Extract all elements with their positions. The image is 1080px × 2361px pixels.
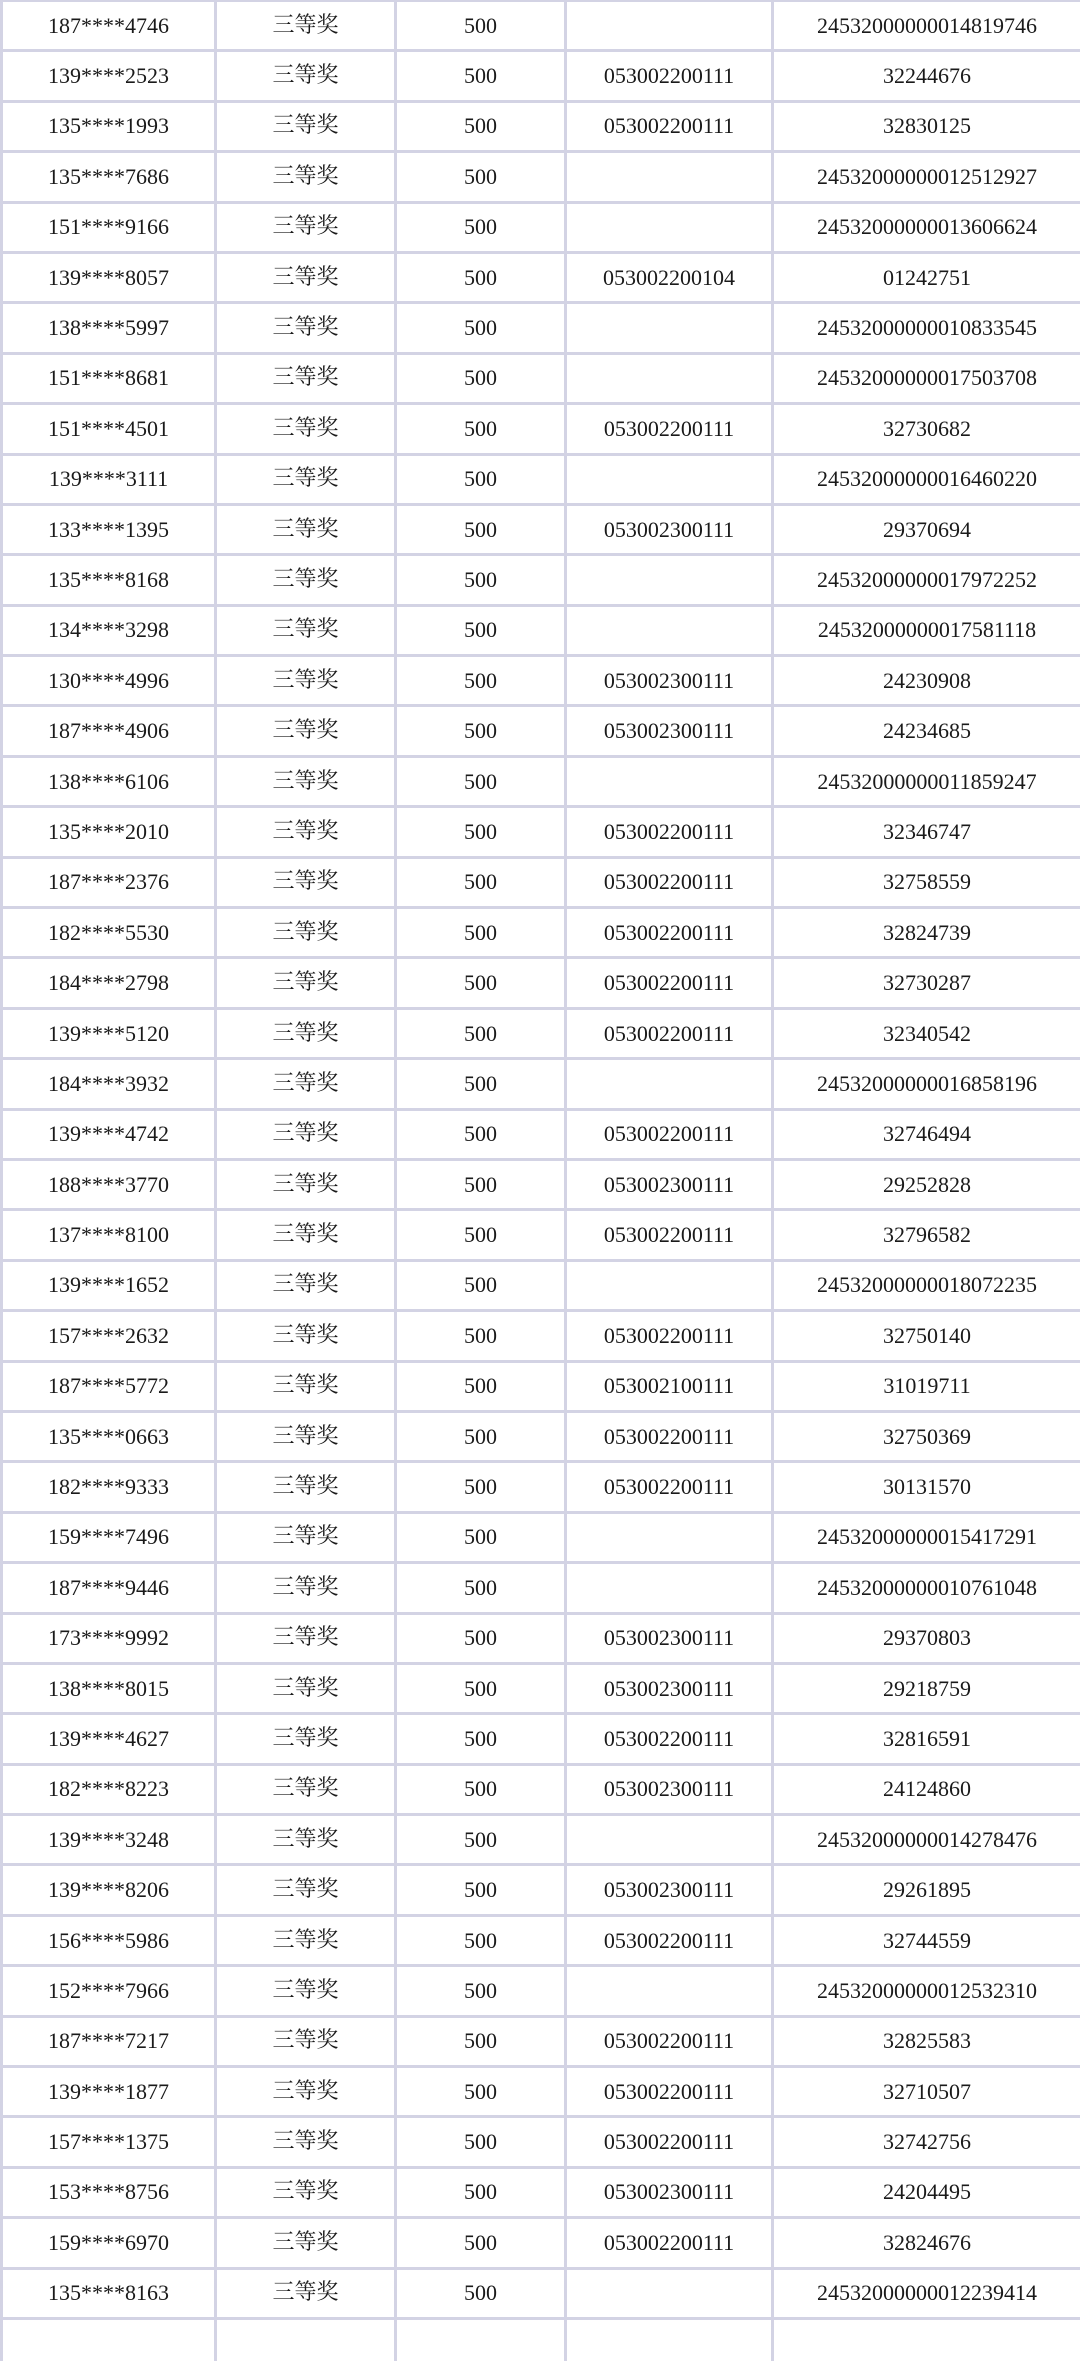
phone-number-cell: 156****5986: [2, 1915, 216, 1965]
invoice-code-cell: 053002200111: [566, 1311, 773, 1361]
table-row: [2, 1915, 1080, 1965]
prize-amount-cell: 500: [396, 656, 566, 706]
prize-amount-cell: 500: [396, 202, 566, 252]
invoice-code-cell: 053002200104: [566, 252, 773, 302]
prize-amount-cell: 500: [396, 1411, 566, 1461]
prize-level-cell: 三等奖: [216, 1361, 396, 1411]
table-row: [2, 958, 1080, 1008]
invoice-code-cell: 053002200111: [566, 1210, 773, 1260]
table-row: [2, 1008, 1080, 1058]
prize-amount-cell: 500: [396, 2067, 566, 2117]
invoice-number-cell: 32742756: [773, 2117, 1080, 2167]
table-row: [2, 1613, 1080, 1663]
invoice-code-cell: 053002100111: [566, 1361, 773, 1411]
phone-number-cell: 187****2376: [2, 857, 216, 907]
phone-number-cell: 135****7686: [2, 152, 216, 202]
invoice-code-cell: [566, 605, 773, 655]
invoice-code-cell: [566, 1, 773, 51]
prize-level-cell: 三等奖: [216, 1, 396, 51]
prize-amount-cell: 500: [396, 1512, 566, 1562]
prize-amount-cell: 500: [396, 1008, 566, 1058]
table-row: [2, 807, 1080, 857]
table-row: [2, 2218, 1080, 2268]
prize-level-cell: 三等奖: [216, 404, 396, 454]
phone-number-cell: 130****4996: [2, 656, 216, 706]
phone-number-cell: 139****1652: [2, 1260, 216, 1310]
invoice-code-cell: 053002200111: [566, 1109, 773, 1159]
table-row: [2, 353, 1080, 403]
phone-number-cell: 134****3298: [2, 605, 216, 655]
prize-level-cell: 三等奖: [216, 1109, 396, 1159]
prize-amount-cell: 500: [396, 1361, 566, 1411]
invoice-code-cell: 053002300111: [566, 1663, 773, 1713]
phone-number-cell: 135****8163: [2, 2268, 216, 2318]
prize-level-cell: 三等奖: [216, 1210, 396, 1260]
phone-number-cell: 135****0663: [2, 1411, 216, 1461]
invoice-code-cell: 053002300111: [566, 656, 773, 706]
table-row: [2, 1109, 1080, 1159]
prize-level-cell: 三等奖: [216, 51, 396, 101]
prize-amount-cell: 500: [396, 1462, 566, 1512]
prize-level-cell: 三等奖: [216, 1159, 396, 1209]
invoice-number-cell: 32710507: [773, 2067, 1080, 2117]
table-row: [2, 706, 1080, 756]
invoice-code-cell: 053002300111: [566, 1865, 773, 1915]
invoice-code-cell: [566, 555, 773, 605]
prize-level-cell: 三等奖: [216, 202, 396, 252]
phone-number-cell: 187****9446: [2, 1563, 216, 1613]
invoice-code-cell: 053002200111: [566, 1714, 773, 1764]
invoice-code-cell: 053002300111: [566, 1613, 773, 1663]
invoice-code-cell: 053002300111: [566, 1764, 773, 1814]
invoice-number-cell: 29370694: [773, 504, 1080, 554]
phone-number-cell: 173****9992: [2, 1613, 216, 1663]
invoice-number-cell: 32830125: [773, 101, 1080, 151]
prize-amount-cell: 500: [396, 101, 566, 151]
phone-number-cell: 139****4627: [2, 1714, 216, 1764]
prize-level-cell: 三等奖: [216, 656, 396, 706]
prize-amount-cell: 500: [396, 2117, 566, 2167]
table-row: [2, 1059, 1080, 1109]
prize-level-cell: 三等奖: [216, 555, 396, 605]
invoice-number-cell: 24204495: [773, 2167, 1080, 2217]
phone-number-cell: 138****5997: [2, 303, 216, 353]
invoice-code-cell: [566, 1966, 773, 2016]
prize-level-cell: 三等奖: [216, 756, 396, 806]
invoice-number-cell: 32730287: [773, 958, 1080, 1008]
phone-number-cell: 139****3248: [2, 1815, 216, 1865]
prize-amount-cell: 500: [396, 1311, 566, 1361]
table-row: [2, 1, 1080, 51]
prize-level-cell: 三等奖: [216, 1411, 396, 1461]
phone-number-cell: 188****3770: [2, 1159, 216, 1209]
invoice-number-cell: 32244676: [773, 51, 1080, 101]
invoice-number-cell: 32730682: [773, 404, 1080, 454]
phone-number-cell: 187****7217: [2, 2016, 216, 2066]
prize-amount-cell: 500: [396, 1563, 566, 1613]
invoice-code-cell: 053002200111: [566, 404, 773, 454]
phone-number-cell: 151****9166: [2, 202, 216, 252]
invoice-number-cell: 32746494: [773, 1109, 1080, 1159]
invoice-number-cell: 24532000000012239414: [773, 2268, 1080, 2318]
table-row: [2, 202, 1080, 252]
prize-level-cell: 三等奖: [216, 807, 396, 857]
prize-amount-cell: 500: [396, 958, 566, 1008]
prize-level-cell: 三等奖: [216, 1563, 396, 1613]
phone-number-cell: 139****3111: [2, 454, 216, 504]
phone-number-cell: 135****2010: [2, 807, 216, 857]
invoice-number-cell: 24532000000017503708: [773, 353, 1080, 403]
invoice-number-cell: 32824676: [773, 2218, 1080, 2268]
table-row: [2, 51, 1080, 101]
prize-level-cell: 三等奖: [216, 1966, 396, 2016]
prize-level-cell: 三等奖: [216, 2117, 396, 2167]
invoice-code-cell: [566, 202, 773, 252]
invoice-code-cell: [566, 353, 773, 403]
phone-number-cell: 139****5120: [2, 1008, 216, 1058]
invoice-code-cell: 053002300111: [566, 2167, 773, 2217]
phone-number-cell: 135****1993: [2, 101, 216, 151]
invoice-number-cell: 32796582: [773, 1210, 1080, 1260]
prize-amount-cell: 500: [396, 1865, 566, 1915]
invoice-number-cell: 29261895: [773, 1865, 1080, 1915]
invoice-number-cell: 24532000000010761048: [773, 1563, 1080, 1613]
table-row: [2, 2117, 1080, 2167]
phone-number-cell: 139****4742: [2, 1109, 216, 1159]
phone-number-cell: 157****2632: [2, 1311, 216, 1361]
table-row: [2, 1311, 1080, 1361]
invoice-number-cell: 32346747: [773, 807, 1080, 857]
invoice-number-cell: 32744559: [773, 1915, 1080, 1965]
invoice-number-cell: 32750369: [773, 1411, 1080, 1461]
table-row: [2, 1966, 1080, 2016]
table-row: [2, 2318, 1080, 2361]
invoice-number-cell: 31019711: [773, 1361, 1080, 1411]
table-row: [2, 908, 1080, 958]
prize-amount-cell: 500: [396, 303, 566, 353]
invoice-code-cell: 053002200111: [566, 958, 773, 1008]
invoice-number-cell: 24532000000016858196: [773, 1059, 1080, 1109]
prize-amount-cell: 500: [396, 1059, 566, 1109]
phone-number-cell: 184****3932: [2, 1059, 216, 1109]
invoice-number-cell: 32340542: [773, 1008, 1080, 1058]
prize-amount-cell: 500: [396, 454, 566, 504]
prize-amount-cell: 500: [396, 1714, 566, 1764]
prize-amount-cell: 500: [396, 404, 566, 454]
prize-amount-cell: 500: [396, 1109, 566, 1159]
invoice-number-cell: 29370803: [773, 1613, 1080, 1663]
invoice-number-cell: 30131570: [773, 1462, 1080, 1512]
invoice-code-cell: [566, 2318, 773, 2361]
invoice-number-cell: 24532000000016460220: [773, 454, 1080, 504]
invoice-number-cell: 24532000000018072235: [773, 1260, 1080, 1310]
invoice-code-cell: 053002200111: [566, 2117, 773, 2167]
prize-level-cell: 三等奖: [216, 1512, 396, 1562]
table-row: [2, 1714, 1080, 1764]
prize-level-cell: 三等奖: [216, 857, 396, 907]
invoice-number-cell: 24532000000012512927: [773, 152, 1080, 202]
phone-number-cell: 187****4746: [2, 1, 216, 51]
invoice-code-cell: [566, 152, 773, 202]
prize-level-cell: 三等奖: [216, 1462, 396, 1512]
prize-amount-cell: 500: [396, 1915, 566, 1965]
invoice-code-cell: [566, 1059, 773, 1109]
invoice-code-cell: 053002300111: [566, 706, 773, 756]
table-row: [2, 1865, 1080, 1915]
invoice-number-cell: 24532000000011859247: [773, 756, 1080, 806]
invoice-number-cell: 32750140: [773, 1311, 1080, 1361]
invoice-number-cell: 24532000000015417291: [773, 1512, 1080, 1562]
phone-number-cell: 151****4501: [2, 404, 216, 454]
prize-level-cell: 三等奖: [216, 1915, 396, 1965]
prize-level-cell: 三等奖: [216, 1008, 396, 1058]
prize-amount-cell: 500: [396, 756, 566, 806]
prize-level-cell: [216, 2318, 396, 2361]
table-row: [2, 1462, 1080, 1512]
prize-level-cell: 三等奖: [216, 605, 396, 655]
invoice-code-cell: 053002200111: [566, 1915, 773, 1965]
invoice-number-cell: 24532000000010833545: [773, 303, 1080, 353]
prize-amount-cell: 500: [396, 2167, 566, 2217]
invoice-code-cell: [566, 303, 773, 353]
invoice-number-cell: 24532000000017581118: [773, 605, 1080, 655]
invoice-code-cell: 053002300111: [566, 1159, 773, 1209]
table-row: [2, 2268, 1080, 2318]
prize-amount-cell: 500: [396, 353, 566, 403]
prize-level-cell: 三等奖: [216, 1714, 396, 1764]
table-row: [2, 101, 1080, 151]
invoice-number-cell: [773, 2318, 1080, 2361]
phone-number-cell: 139****8057: [2, 252, 216, 302]
prize-amount-cell: 500: [396, 252, 566, 302]
invoice-number-cell: 24124860: [773, 1764, 1080, 1814]
phone-number-cell: 152****7966: [2, 1966, 216, 2016]
prize-level-cell: 三等奖: [216, 2067, 396, 2117]
table-row: [2, 404, 1080, 454]
prize-amount-cell: 500: [396, 1815, 566, 1865]
prize-amount-cell: 500: [396, 1210, 566, 1260]
invoice-number-cell: 32758559: [773, 857, 1080, 907]
table-row: [2, 1764, 1080, 1814]
invoice-code-cell: 053002200111: [566, 908, 773, 958]
invoice-number-cell: 32816591: [773, 1714, 1080, 1764]
prize-level-cell: 三等奖: [216, 1815, 396, 1865]
table-row: [2, 555, 1080, 605]
table-row: [2, 454, 1080, 504]
invoice-code-cell: [566, 1815, 773, 1865]
table-row: [2, 1210, 1080, 1260]
prize-level-cell: 三等奖: [216, 252, 396, 302]
prize-level-cell: 三等奖: [216, 958, 396, 1008]
phone-number-cell: 159****6970: [2, 2218, 216, 2268]
winners-table-body: [2, 1, 1080, 2361]
prize-amount-cell: 500: [396, 51, 566, 101]
prize-amount-cell: 500: [396, 2268, 566, 2318]
invoice-number-cell: 24230908: [773, 656, 1080, 706]
prize-level-cell: 三等奖: [216, 353, 396, 403]
invoice-number-cell: 29218759: [773, 1663, 1080, 1713]
invoice-number-cell: 24532000000014819746: [773, 1, 1080, 51]
invoice-code-cell: [566, 1512, 773, 1562]
phone-number-cell: 184****2798: [2, 958, 216, 1008]
invoice-code-cell: 053002200111: [566, 101, 773, 151]
prize-level-cell: 三等奖: [216, 2016, 396, 2066]
prize-amount-cell: 500: [396, 1966, 566, 2016]
invoice-code-cell: 053002200111: [566, 1411, 773, 1461]
invoice-code-cell: 053002200111: [566, 807, 773, 857]
invoice-code-cell: [566, 756, 773, 806]
prize-amount-cell: 500: [396, 152, 566, 202]
invoice-code-cell: 053002200111: [566, 2218, 773, 2268]
invoice-code-cell: [566, 1260, 773, 1310]
phone-number-cell: 182****9333: [2, 1462, 216, 1512]
table-row: [2, 1563, 1080, 1613]
prize-amount-cell: 500: [396, 1260, 566, 1310]
table-row: [2, 1663, 1080, 1713]
invoice-code-cell: 053002200111: [566, 2067, 773, 2117]
table-row: [2, 857, 1080, 907]
table-row: [2, 756, 1080, 806]
phone-number-cell: 182****5530: [2, 908, 216, 958]
invoice-number-cell: 24532000000012532310: [773, 1966, 1080, 2016]
phone-number-cell: 138****6106: [2, 756, 216, 806]
table-row: [2, 2016, 1080, 2066]
prize-level-cell: 三等奖: [216, 1260, 396, 1310]
prize-amount-cell: 500: [396, 1159, 566, 1209]
prize-level-cell: 三等奖: [216, 101, 396, 151]
table-row: [2, 303, 1080, 353]
phone-number-cell: 187****4906: [2, 706, 216, 756]
prize-level-cell: 三等奖: [216, 303, 396, 353]
table-row: [2, 605, 1080, 655]
prize-level-cell: 三等奖: [216, 1764, 396, 1814]
prize-amount-cell: 500: [396, 1663, 566, 1713]
prize-amount-cell: 500: [396, 1, 566, 51]
phone-number-cell: 137****8100: [2, 1210, 216, 1260]
table-row: [2, 2067, 1080, 2117]
prize-level-cell: 三等奖: [216, 504, 396, 554]
prize-amount-cell: 500: [396, 706, 566, 756]
prize-level-cell: 三等奖: [216, 908, 396, 958]
phone-number-cell: 153****8756: [2, 2167, 216, 2217]
table-row: [2, 2167, 1080, 2217]
table-row: [2, 504, 1080, 554]
prize-amount-cell: 500: [396, 555, 566, 605]
phone-number-cell: 187****5772: [2, 1361, 216, 1411]
invoice-code-cell: 053002200111: [566, 1462, 773, 1512]
prize-amount-cell: 500: [396, 1613, 566, 1663]
invoice-code-cell: [566, 2268, 773, 2318]
prize-level-cell: 三等奖: [216, 1865, 396, 1915]
invoice-code-cell: 053002200111: [566, 51, 773, 101]
invoice-number-cell: 24234685: [773, 706, 1080, 756]
prize-level-cell: 三等奖: [216, 706, 396, 756]
invoice-number-cell: 24532000000014278476: [773, 1815, 1080, 1865]
phone-number-cell: 139****8206: [2, 1865, 216, 1915]
phone-number-cell: 182****8223: [2, 1764, 216, 1814]
invoice-number-cell: 32825583: [773, 2016, 1080, 2066]
prize-level-cell: 三等奖: [216, 454, 396, 504]
prize-level-cell: 三等奖: [216, 2167, 396, 2217]
invoice-code-cell: 053002200111: [566, 857, 773, 907]
phone-number-cell: 159****7496: [2, 1512, 216, 1562]
prize-amount-cell: 500: [396, 1764, 566, 1814]
invoice-number-cell: 24532000000017972252: [773, 555, 1080, 605]
table-row: [2, 656, 1080, 706]
prize-amount-cell: 500: [396, 908, 566, 958]
phone-number-cell: [2, 2318, 216, 2361]
prize-level-cell: 三等奖: [216, 1311, 396, 1361]
invoice-number-cell: 29252828: [773, 1159, 1080, 1209]
prize-level-cell: 三等奖: [216, 2218, 396, 2268]
phone-number-cell: 139****1877: [2, 2067, 216, 2117]
prize-level-cell: 三等奖: [216, 1663, 396, 1713]
prize-amount-cell: [396, 2318, 566, 2361]
prize-amount-cell: 500: [396, 857, 566, 907]
prize-level-cell: 三等奖: [216, 2268, 396, 2318]
invoice-code-cell: [566, 1563, 773, 1613]
phone-number-cell: 151****8681: [2, 353, 216, 403]
phone-number-cell: 135****8168: [2, 555, 216, 605]
table-row: [2, 152, 1080, 202]
table-row: [2, 1361, 1080, 1411]
table-row: [2, 252, 1080, 302]
phone-number-cell: 138****8015: [2, 1663, 216, 1713]
prize-level-cell: 三等奖: [216, 1059, 396, 1109]
table-row: [2, 1260, 1080, 1310]
prize-amount-cell: 500: [396, 605, 566, 655]
prize-amount-cell: 500: [396, 2218, 566, 2268]
invoice-code-cell: 053002200111: [566, 1008, 773, 1058]
prize-amount-cell: 500: [396, 504, 566, 554]
prize-amount-cell: 500: [396, 807, 566, 857]
table-row: [2, 1159, 1080, 1209]
invoice-number-cell: 24532000000013606624: [773, 202, 1080, 252]
prize-amount-cell: 500: [396, 2016, 566, 2066]
invoice-number-cell: 32824739: [773, 908, 1080, 958]
invoice-code-cell: 053002300111: [566, 504, 773, 554]
phone-number-cell: 139****2523: [2, 51, 216, 101]
invoice-number-cell: 01242751: [773, 252, 1080, 302]
table-row: [2, 1512, 1080, 1562]
prize-level-cell: 三等奖: [216, 152, 396, 202]
table-row: [2, 1411, 1080, 1461]
invoice-code-cell: 053002200111: [566, 2016, 773, 2066]
table-row: [2, 1815, 1080, 1865]
invoice-code-cell: [566, 454, 773, 504]
prize-level-cell: 三等奖: [216, 1613, 396, 1663]
phone-number-cell: 157****1375: [2, 2117, 216, 2167]
phone-number-cell: 133****1395: [2, 504, 216, 554]
